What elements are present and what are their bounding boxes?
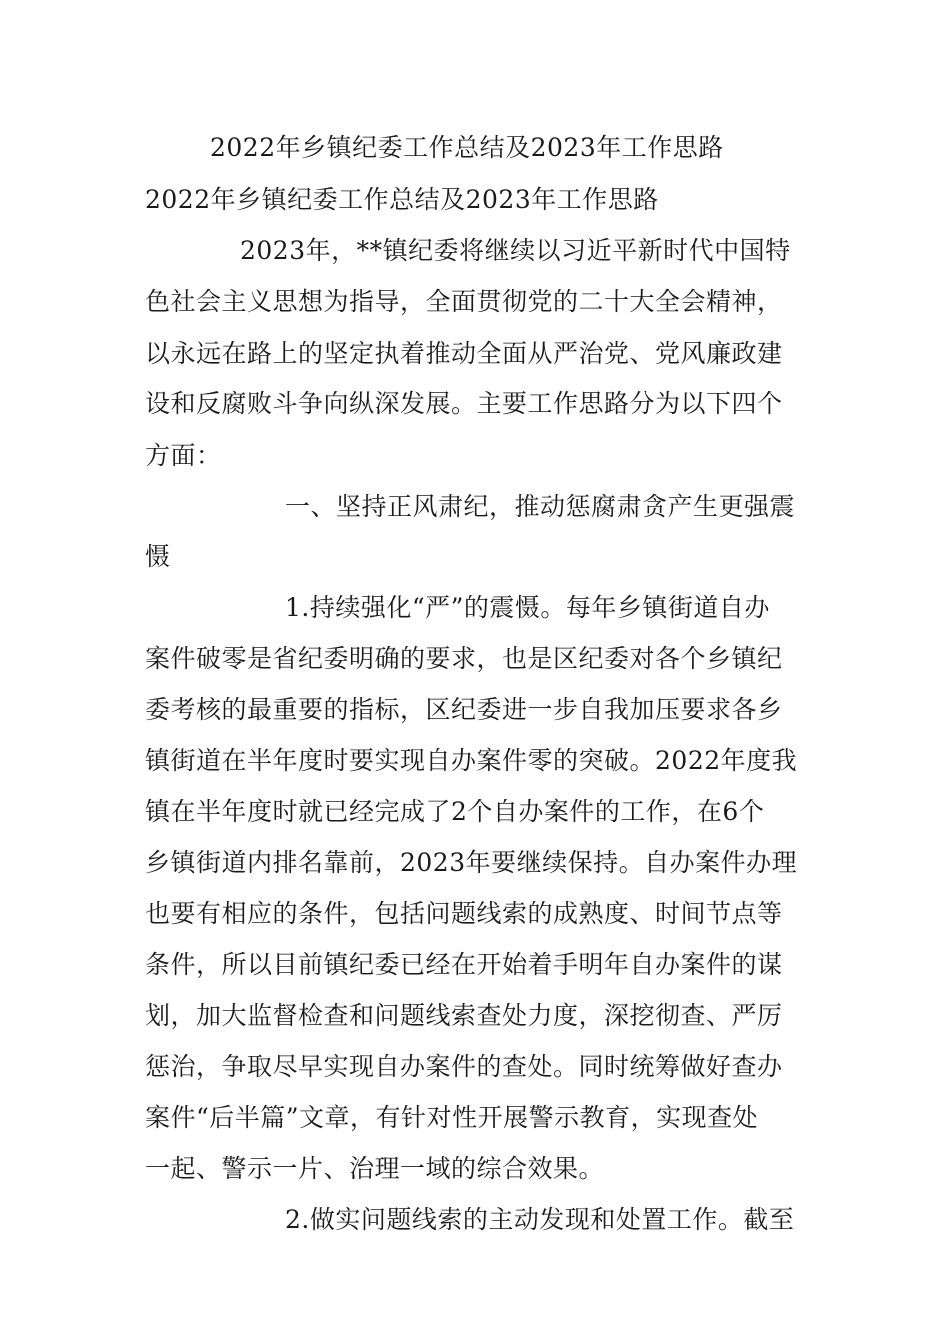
- item-2-line: 2.做实问题线索的主动发现和处置工作。截至: [285, 1205, 795, 1234]
- item-1-line: 委考核的最重要的指标，区纪委进一步自我加压要求各乡: [145, 695, 783, 724]
- item-1-line: 案件破零是省纪委明确的要求，也是区纪委对各个乡镇纪: [145, 644, 783, 673]
- item-1-line: 乡镇街道内排名靠前，2023年要继续保持。自办案件办理: [145, 848, 798, 877]
- intro-line: 方面：: [145, 441, 222, 470]
- item-1-line: 惩治，争取尽早实现自办案件的查处。同时统筹做好查办: [145, 1052, 783, 1081]
- item-1-line: 一起、警示一片、治理一域的综合效果。: [145, 1154, 605, 1183]
- item-1-line: 案件“后半篇”文章，有针对性开展警示教育，实现查处: [145, 1103, 759, 1132]
- item-1-line: 条件，所以目前镇纪委已经在开始着手明年自办案件的谋: [145, 950, 783, 979]
- item-1-line: 镇在半年度时就已经完成了2个自办案件的工作，在6个: [145, 797, 765, 826]
- item-1-line: 镇街道在半年度时要实现自办案件零的突破。2022年度我: [145, 746, 798, 775]
- item-1-line: 也要有相应的条件，包括问题线索的成熟度、时间节点等: [145, 899, 783, 928]
- intro-line: 设和反腐败斗争向纵深发展。主要工作思路分为以下四个: [145, 389, 783, 418]
- intro-line: 以永远在路上的坚定执着推动全面从严治党、党风廉政建: [145, 339, 783, 368]
- item-1-line: 划，加大监督检查和问题线索查处力度，深挖彻查、严厉: [145, 1001, 783, 1030]
- section-heading: 一、坚持正风肃纪，推动惩腐肃贪产生更强震: [285, 492, 796, 521]
- document-title: 2022年乡镇纪委工作总结及2023年工作思路: [210, 133, 724, 162]
- document-subtitle: 2022年乡镇纪委工作总结及2023年工作思路: [145, 185, 659, 214]
- section-heading: 慑: [145, 542, 171, 571]
- intro-line: 色社会主义思想为指导，全面贯彻党的二十大全会精神，: [145, 287, 783, 316]
- item-1-line: 1.持续强化“严”的震慑。每年乡镇街道自办: [285, 593, 770, 622]
- intro-line: 2023年，**镇纪委将继续以习近平新时代中国特: [240, 236, 791, 265]
